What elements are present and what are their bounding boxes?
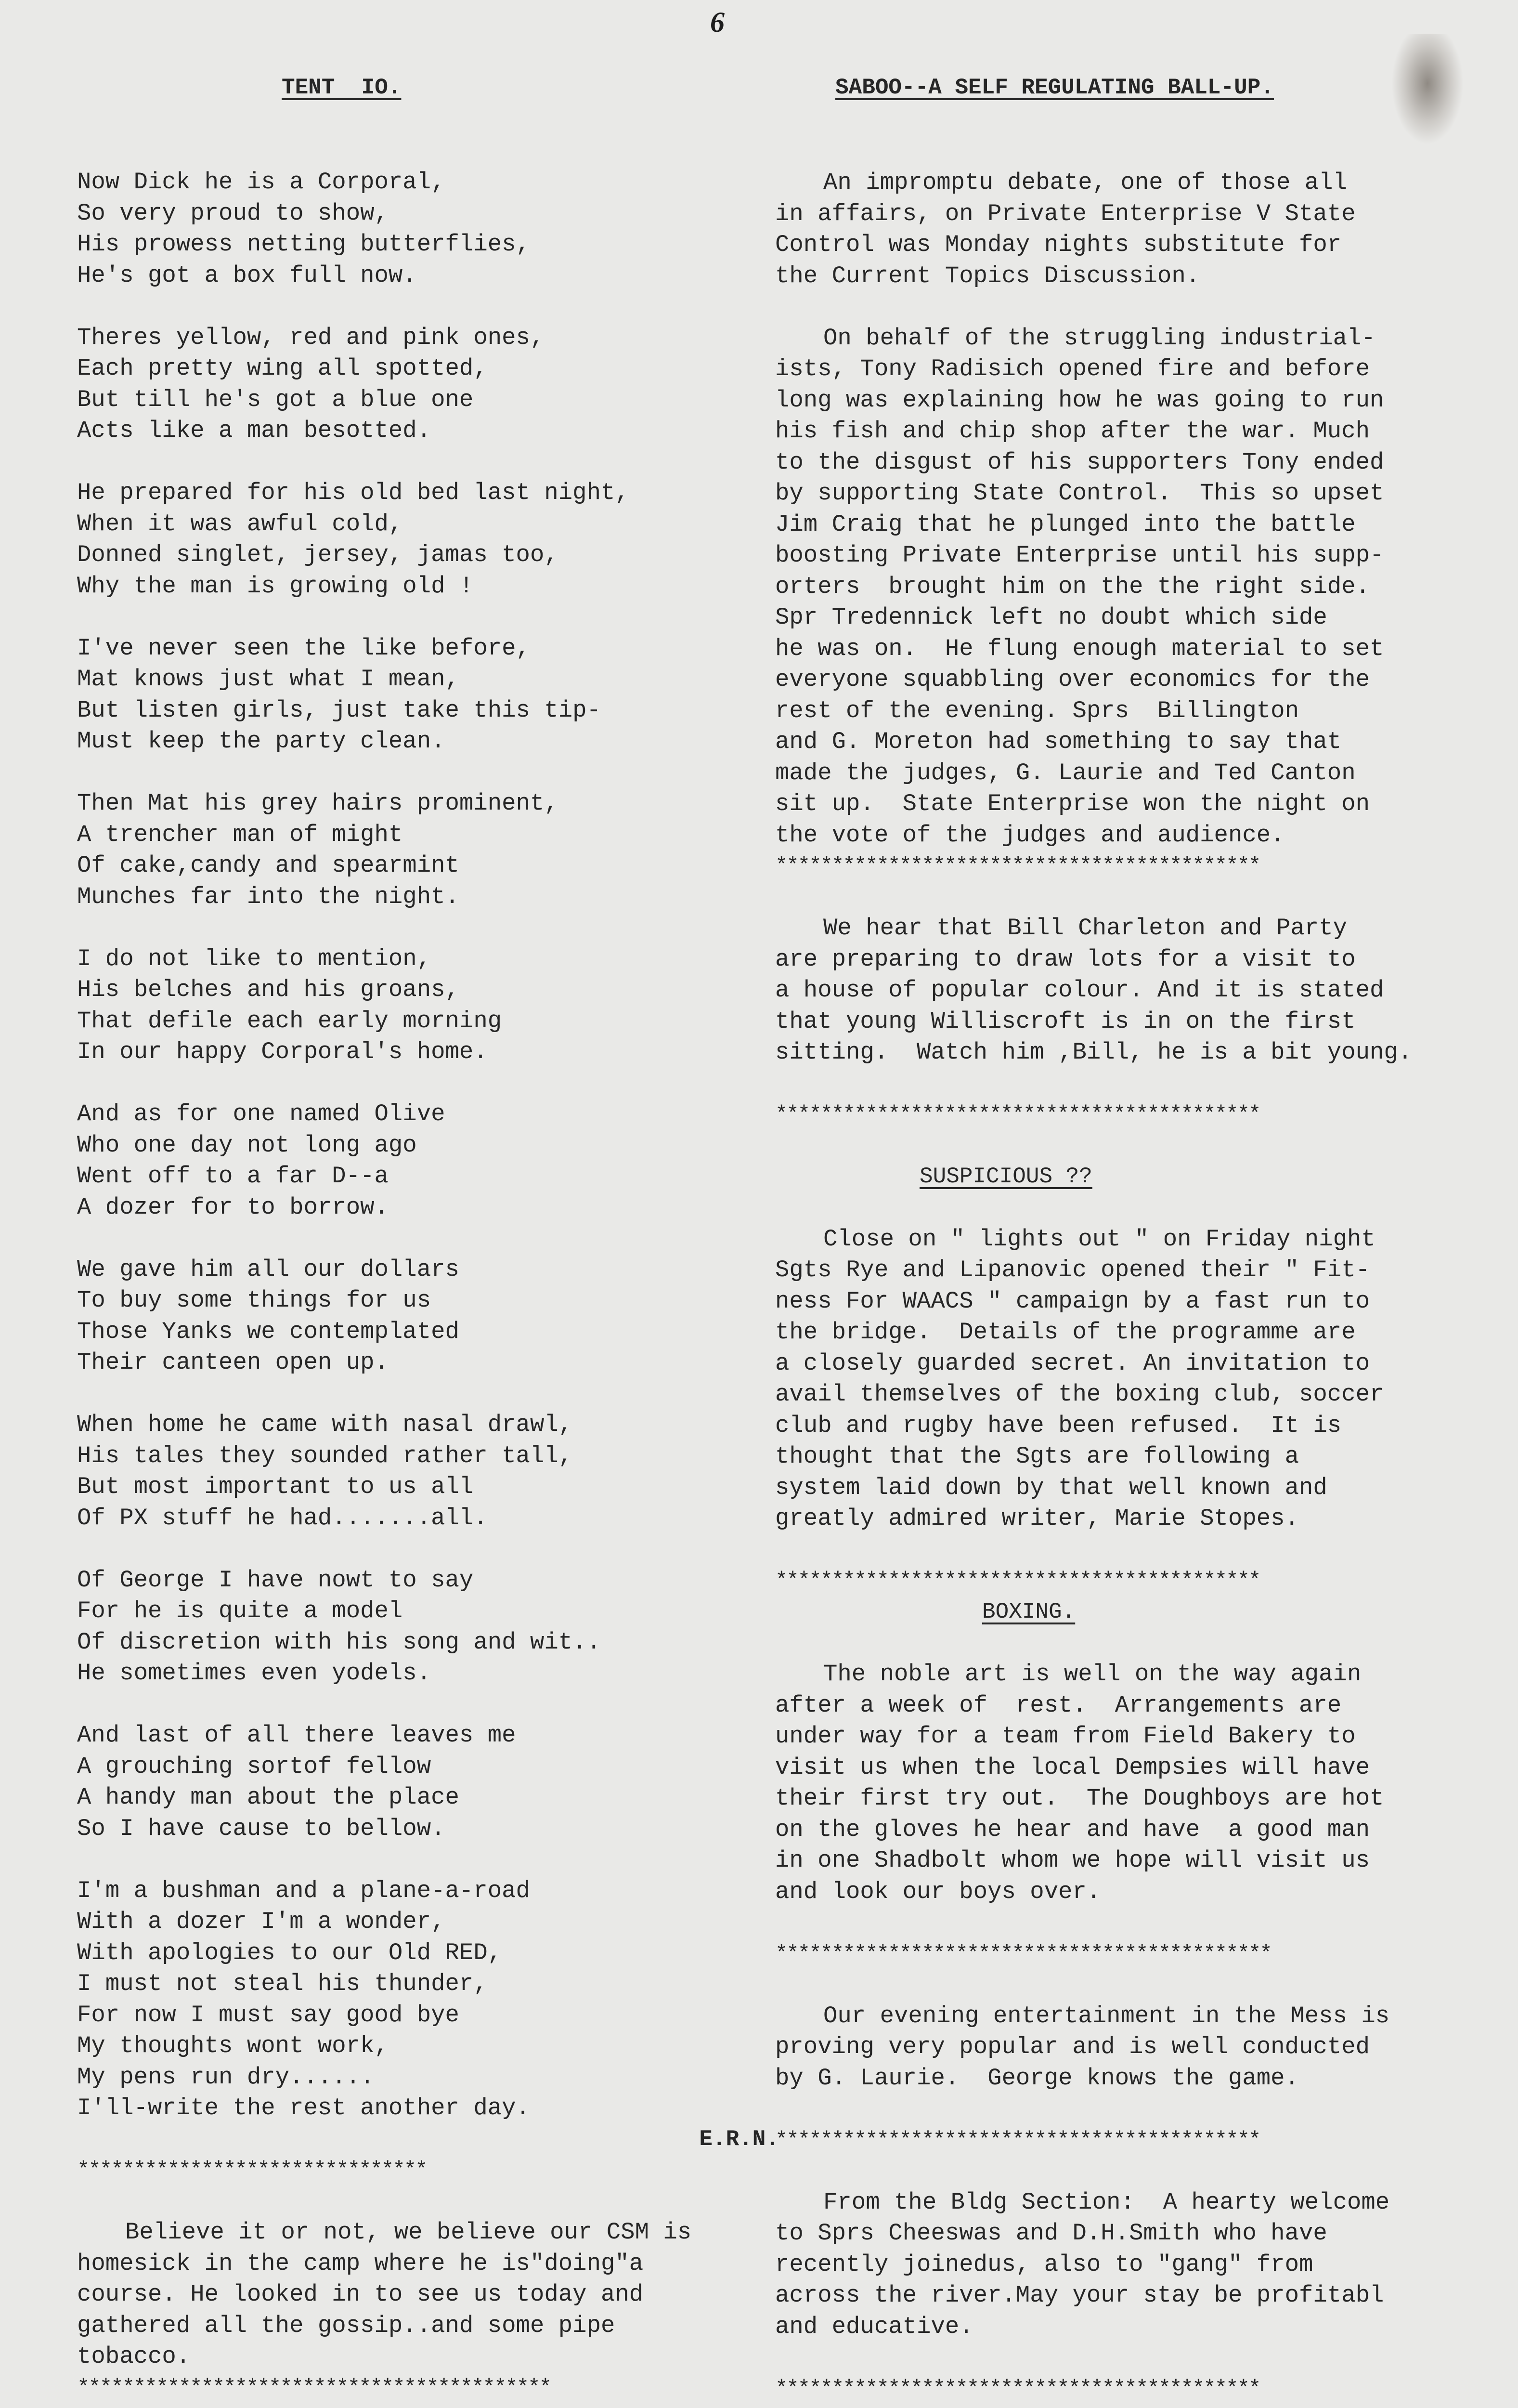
- paragraph-line: system laid down by that well known and: [775, 1474, 1327, 1501]
- paragraph-line: thought that the Sgts are following a: [775, 1443, 1299, 1470]
- paragraph-line: under way for a team from Field Bakery to: [775, 1723, 1356, 1750]
- paragraph-line: rest of the evening. Sprs Billington: [775, 697, 1299, 724]
- separator: ********************************************: [775, 1941, 1271, 1966]
- paragraph-line: made the judges, G. Laurie and Ted Canton: [775, 759, 1356, 786]
- paragraph-line: visit us when the local Dempsies will have: [775, 1754, 1370, 1781]
- paragraph-line: in one Shadbolt whom we hope will visit us: [775, 1847, 1370, 1874]
- paragraph-line: On behalf of the struggling industrial-: [823, 324, 1375, 352]
- poem-line: Then Mat his grey hairs prominent,: [77, 790, 558, 817]
- boxing-title: BOXING.: [982, 1599, 1076, 1624]
- poem-stanza: [77, 167, 780, 291]
- paragraph-line: their first try out. The Doughboys are hot: [775, 1785, 1384, 1812]
- suspicious-title: SUSPICIOUS ??: [920, 1164, 1092, 1189]
- paragraph-line: sitting. Watch him ,Bill, he is a bit young.: [775, 1039, 1413, 1066]
- tent-title: TENT IO.: [282, 75, 402, 100]
- saboo-title: SABOO--A SELF REGULATING BALL-UP.: [835, 75, 1274, 100]
- poem-line: Donned singlet, jersey, jamas too,: [77, 541, 558, 568]
- poem-stanza: [77, 322, 780, 446]
- poem-line: We gave him all our dollars: [77, 1256, 459, 1283]
- paragraph-line: that young Williscroft is in on the first: [775, 1008, 1356, 1035]
- separator: *******************************************: [775, 2128, 1260, 2152]
- bldg-section-paragraph: [775, 2187, 1507, 2343]
- paragraph-line: homesick in the camp where he is"doing"a: [77, 2250, 644, 2277]
- paragraph-line: by supporting State Control. This so upset: [775, 480, 1384, 507]
- paragraph-line: Spr Tredennick left no doubt which side: [775, 604, 1327, 631]
- separator: *******************************************: [775, 2376, 1260, 2401]
- paragraph-line: in affairs, on Private Enterprise V State: [775, 200, 1356, 227]
- paragraph-line: a house of popular colour. And it is stated: [775, 977, 1384, 1004]
- poem-line: Theres yellow, red and pink ones,: [77, 324, 545, 351]
- poem-line: When it was awful cold,: [77, 510, 403, 537]
- poem-stanza: [77, 633, 780, 757]
- poem-line: I must not steal his thunder,: [77, 1970, 488, 1997]
- paragraph-line: the vote of the judges and audience.: [775, 821, 1285, 849]
- poem-line: That defile each early morning: [77, 1007, 502, 1034]
- paragraph-line: Our evening entertainment in the Mess is: [823, 2002, 1390, 2029]
- saboo-paragraph-2: [775, 323, 1507, 851]
- paragraph-line: gathered all the gossip..and some pipe: [77, 2312, 615, 2339]
- paragraph-line: An impromptu debate, one of those all: [823, 169, 1347, 196]
- poem-line: For he is quite a model: [77, 1597, 403, 1624]
- paragraph-line: Jim Craig that he plunged into the battle: [775, 510, 1356, 538]
- poem-line: I'll-write the rest another day.: [77, 2094, 530, 2121]
- paragraph-line: and look our boys over.: [775, 1878, 1101, 1905]
- poem-line: A grouching sortof fellow: [77, 1753, 431, 1780]
- poem-line: Of PX stuff he had.......all.: [77, 1504, 488, 1531]
- paragraph-line: he was on. He flung enough material to set: [775, 635, 1384, 662]
- paragraph-line: long was explaining how he was going to run: [775, 386, 1384, 414]
- poem-line: But till he's got a blue one: [77, 386, 474, 413]
- poem-line: My pens run dry......: [77, 2063, 375, 2091]
- csm-paragraph: [77, 2217, 780, 2372]
- paragraph-line: the bridge. Details of the programme are: [775, 1319, 1356, 1346]
- separator: *******************************: [77, 2158, 427, 2182]
- poem-line: With a dozer I'm a wonder,: [77, 1908, 445, 1935]
- poem-line: He sometimes even yodels.: [77, 1660, 431, 1687]
- poem-line: A handy man about the place: [77, 1784, 459, 1811]
- paragraph-line: From the Bldg Section: A hearty welcome: [823, 2188, 1390, 2216]
- poem-line: Went off to a far D--a: [77, 1163, 389, 1190]
- paragraph-line: We hear that Bill Charleton and Party: [823, 915, 1347, 942]
- paragraph-line: are preparing to draw lots for a visit to: [775, 945, 1356, 973]
- poem-line: Why the man is growing old !: [77, 572, 474, 600]
- poem-line: Who one day not long ago: [77, 1131, 417, 1159]
- paragraph-line: to Sprs Cheeswas and D.H.Smith who have: [775, 2220, 1327, 2247]
- separator: ******************************************: [77, 2375, 550, 2400]
- poem-line: Their canteen open up.: [77, 1349, 389, 1376]
- left-column: [77, 72, 780, 2403]
- paragraph-line: course. He looked in to see us today and: [77, 2281, 644, 2308]
- paragraph-line: to the disgust of his supporters Tony ended: [775, 448, 1384, 476]
- poem-line: I've never seen the like before,: [77, 634, 530, 662]
- paragraph-line: Believe it or not, we believe our CSM is: [125, 2219, 692, 2246]
- poem-line: A dozer for to borrow.: [77, 1193, 389, 1221]
- poem-stanza: [77, 1409, 780, 1533]
- poem-line: His tales they sounded rather tall,: [77, 1442, 573, 1469]
- poem-line: When home he came with nasal drawl,: [77, 1411, 573, 1438]
- separator: *******************************************: [775, 1102, 1260, 1126]
- paragraph-line: boosting Private Enterprise until his supp-: [775, 542, 1384, 569]
- poem-line: Those Yanks we contemplated: [77, 1318, 459, 1345]
- poem-stanza: [77, 1720, 780, 1844]
- paragraph-line: ness For WAACS " campaign by a fast run to: [775, 1287, 1370, 1315]
- poem-line: Of George I have nowt to say: [77, 1566, 474, 1594]
- paragraph-line: recently joinedus, also to "gang" from: [775, 2251, 1313, 2278]
- boxing-paragraph: [775, 1659, 1507, 1907]
- paragraph-line: tobacco.: [77, 2343, 191, 2370]
- right-column: [775, 72, 1507, 2404]
- paragraph-line: everyone squabbling over economics for the: [775, 666, 1370, 693]
- paragraph-line: club and rugby have been refused. It is: [775, 1412, 1342, 1439]
- paragraph-line: ists, Tony Radisich opened fire and before: [775, 355, 1370, 382]
- poem-line: So very proud to show,: [77, 199, 389, 227]
- entertainment-paragraph: [775, 2001, 1507, 2094]
- poem-line: Mat knows just what I mean,: [77, 666, 459, 693]
- poem-line: Of cake,candy and spearmint: [77, 852, 459, 879]
- poem-line: My thoughts wont work,: [77, 2032, 389, 2059]
- page-number: 6: [710, 6, 725, 38]
- poem-stanza: [77, 477, 780, 602]
- poem-line: In our happy Corporal's home.: [77, 1038, 488, 1065]
- paragraph-line: on the gloves he hear and have a good man: [775, 1816, 1370, 1843]
- poem-line: His belches and his groans,: [77, 976, 459, 1003]
- paragraph-line: orters brought him on the the right side.: [775, 573, 1370, 600]
- poem-line: To buy some things for us: [77, 1287, 431, 1314]
- poem-line: I do not like to mention,: [77, 945, 431, 972]
- poem-line: So I have cause to bellow.: [77, 1815, 445, 1842]
- paragraph-line: Close on " lights out " on Friday night: [823, 1225, 1375, 1253]
- paragraph-line: proving very popular and is well conducted: [775, 2033, 1370, 2060]
- paragraph-line: the Current Topics Discussion.: [775, 262, 1200, 289]
- poem-line: Acts like a man besotted.: [77, 417, 431, 444]
- poem-line: I'm a bushman and a plane-a-road: [77, 1877, 530, 1904]
- separator: *******************************************: [775, 1569, 1260, 1593]
- poem-line: Each pretty wing all spotted,: [77, 355, 488, 382]
- poem-line: Must keep the party clean.: [77, 728, 445, 755]
- paragraph-line: his fish and chip shop after the war. Much: [775, 418, 1370, 445]
- poem-line: But most important to us all: [77, 1473, 474, 1500]
- poem-line: Munches far into the night.: [77, 883, 459, 910]
- paragraph-line: and educative.: [775, 2313, 973, 2340]
- poem-line: Now Dick he is a Corporal,: [77, 169, 445, 196]
- poem-stanza: [77, 788, 780, 912]
- poem-stanza: [77, 943, 780, 1068]
- poem-line: With apologies to our Old RED,: [77, 1939, 502, 1966]
- poem-line: He's got a box full now.: [77, 262, 417, 289]
- paragraph-line: by G. Laurie. George knows the game.: [775, 2064, 1299, 2092]
- poem-line: A trencher man of might: [77, 821, 403, 848]
- paragraph-line: avail themselves of the boxing club, soccer: [775, 1381, 1384, 1408]
- paragraph-line: greatly admired writer, Marie Stopes.: [775, 1505, 1299, 1532]
- saboo-paragraph-1: [775, 167, 1507, 291]
- poem-stanza: [77, 1099, 780, 1223]
- poem-line: And as for one named Olive: [77, 1100, 445, 1127]
- paragraph-line: across the river.May your stay be profitabl: [775, 2282, 1384, 2309]
- paragraph-line: sit up. State Enterprise won the night on: [775, 790, 1370, 817]
- poem: [77, 167, 780, 2124]
- charleton-paragraph: [775, 913, 1507, 1068]
- poem-line: He prepared for his old bed last night,: [77, 479, 629, 506]
- signature-initials: E.R.N.: [699, 2126, 779, 2152]
- poem-stanza: [77, 1254, 780, 1378]
- poem-line: His prowess netting butterflies,: [77, 231, 530, 258]
- poem-line: Of discretion with his song and wit..: [77, 1628, 601, 1656]
- suspicious-paragraph: [775, 1224, 1507, 1534]
- paragraph-line: after a week of rest. Arrangements are: [775, 1691, 1342, 1719]
- paragraph-line: a closely guarded secret. An invitation to: [775, 1349, 1370, 1377]
- paragraph-line: and G. Moreton had something to say that: [775, 728, 1342, 755]
- paragraph-line: Control was Monday nights substitute for: [775, 231, 1342, 258]
- poem-line: But listen girls, just take this tip-: [77, 696, 601, 724]
- poem-line: And last of all there leaves me: [77, 1722, 516, 1749]
- poem-stanza: [77, 1875, 780, 2124]
- poem-stanza: [77, 1565, 780, 1689]
- separator: *******************************************: [775, 854, 1260, 878]
- paragraph-line: The noble art is well on the way again: [823, 1661, 1362, 1688]
- poem-line: For now I must say good bye: [77, 2001, 459, 2028]
- paragraph-line: Sgts Rye and Lipanovic opened their " Fit-: [775, 1256, 1370, 1283]
